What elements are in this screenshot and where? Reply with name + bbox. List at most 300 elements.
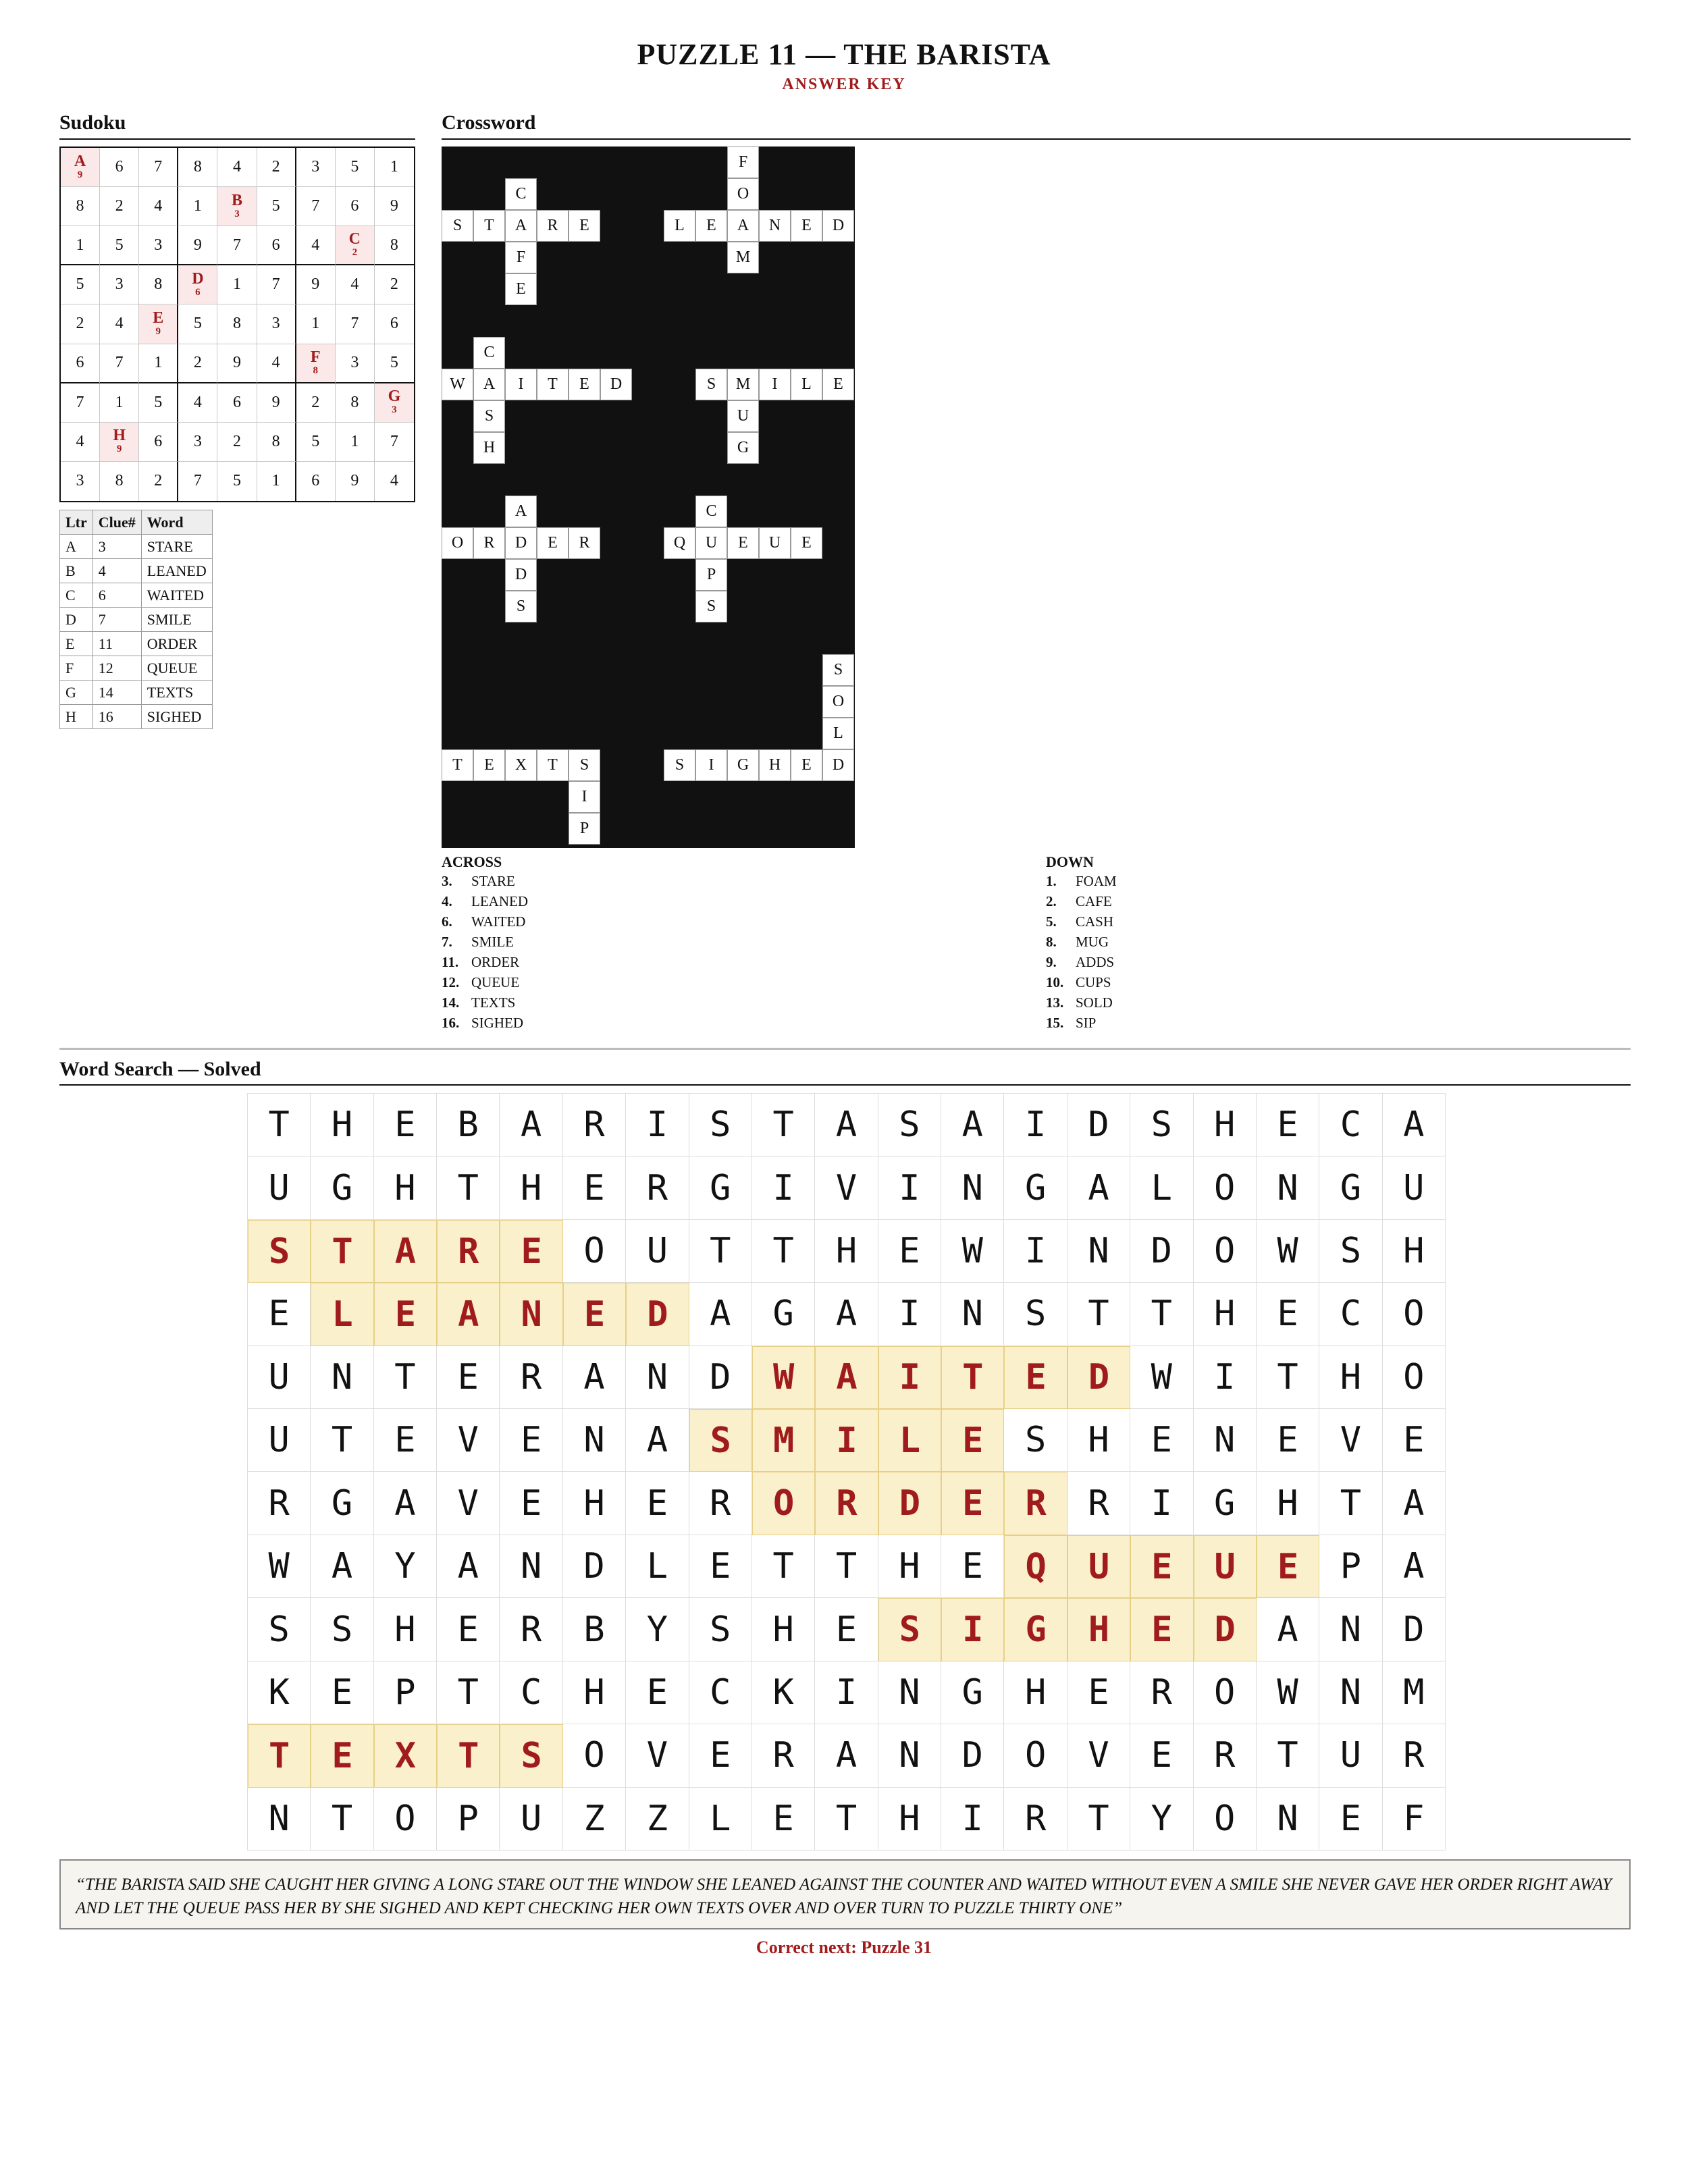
crossword-cell: S (569, 749, 600, 781)
legend-cell: 12 (93, 656, 141, 681)
wordsearch-found-letter: E (1004, 1346, 1067, 1409)
wordsearch-letter: N (878, 1724, 941, 1787)
down-clue (1046, 992, 1117, 1013)
wordsearch-found-letter: Q (1004, 1535, 1067, 1598)
crossword-cell: H (759, 749, 791, 781)
wordsearch-letter: A (563, 1346, 626, 1409)
wordsearch-letter: H (374, 1156, 437, 1219)
wordsearch-letter: U (1319, 1724, 1382, 1787)
crossword-cell: L (664, 210, 695, 242)
wordsearch-found-letter: L (311, 1283, 373, 1346)
crossword-cell: C (695, 496, 727, 527)
crossword-cell: A (473, 369, 505, 400)
wordsearch-letter: H (1004, 1661, 1067, 1724)
crossword-cell: I (569, 781, 600, 813)
crossword-cell: Q (664, 527, 695, 559)
wordsearch-letter: A (689, 1283, 752, 1346)
crossword-cell: A (727, 210, 759, 242)
crossword-cell: O (822, 686, 854, 718)
crossword-cell: C (473, 337, 505, 369)
clue-number: 11. (442, 954, 459, 970)
sudoku-cell: 9 (296, 265, 336, 304)
sudoku-cell: 6 (296, 462, 336, 501)
wordsearch-found-letter: S (878, 1598, 941, 1661)
wordsearch-found-letter: E (1130, 1598, 1193, 1661)
wordsearch-letter: D (1383, 1598, 1446, 1661)
sudoku-divider (59, 138, 415, 140)
wordsearch-found-letter: D (878, 1472, 941, 1535)
wordsearch-letter: Z (626, 1788, 689, 1850)
wordsearch-letter: H (563, 1661, 626, 1724)
sudoku-cell: 1 (217, 265, 257, 304)
sudoku-cell: 5 (61, 265, 100, 304)
down-clue (1046, 972, 1117, 992)
wordsearch-letter: G (311, 1472, 373, 1535)
legend-cell: 3 (93, 535, 141, 559)
legend-row (60, 559, 213, 583)
legend-cell: 7 (93, 608, 141, 632)
wordsearch-letter: E (500, 1472, 562, 1535)
sudoku-cell: 1 (139, 344, 178, 383)
wordsearch-letter: E (689, 1535, 752, 1598)
clue-number: 4. (442, 893, 452, 909)
page-title: PUZZLE 11 — THE BARISTA (637, 38, 1051, 71)
crossword-cell: P (569, 813, 600, 845)
crossword-cell: E (791, 527, 822, 559)
wordsearch-letter: Y (626, 1598, 689, 1661)
legend-row (60, 681, 213, 705)
crossword-cell: E (569, 369, 600, 400)
sudoku-cell: 5 (257, 187, 296, 226)
wordsearch-letter: L (1130, 1156, 1193, 1219)
clue-answer: LEANED (471, 893, 528, 909)
wordsearch-letter: B (437, 1094, 500, 1156)
legend-cell: 14 (93, 681, 141, 705)
wordsearch-letter: K (248, 1661, 311, 1724)
key-letter: C (348, 230, 361, 248)
sudoku-cell: 1 (100, 383, 139, 423)
crossword-cell: E (791, 749, 822, 781)
wordsearch-letter: H (1383, 1220, 1446, 1283)
sudoku-cell: 4 (257, 344, 296, 383)
sudoku-cell: 7 (336, 304, 375, 344)
wordsearch-letter: T (1067, 1283, 1130, 1346)
across-clue (442, 952, 528, 972)
clue-number: 16. (442, 1015, 460, 1031)
down-clue (1046, 1013, 1117, 1033)
clue-answer: SIP (1076, 1015, 1097, 1031)
legend-cell: ORDER (141, 632, 212, 656)
wordsearch-letter: T (815, 1535, 878, 1598)
legend-cell: 16 (93, 705, 141, 729)
wordsearch-found-letter: A (374, 1220, 437, 1283)
wordsearch-divider (59, 1084, 1631, 1086)
crossword-cell: E (505, 273, 537, 305)
crossword-grid (442, 147, 855, 848)
wordsearch-found-letter: E (1130, 1535, 1193, 1598)
legend-cell: TEXTS (141, 681, 212, 705)
clue-answer: ADDS (1076, 954, 1115, 970)
crossword-cell: O (727, 178, 759, 210)
legend-header-cell: Clue# (93, 510, 141, 535)
wordsearch-found-letter: L (878, 1409, 941, 1472)
wordsearch-letter: I (878, 1283, 941, 1346)
wordsearch-letter: Z (563, 1788, 626, 1850)
wordsearch-letter: C (1319, 1283, 1382, 1346)
wordsearch-letter: G (311, 1156, 373, 1219)
wordsearch-letter: U (248, 1346, 311, 1409)
sudoku-cell: 8 (139, 265, 178, 304)
across-clue (442, 871, 528, 891)
down-clue (1046, 871, 1117, 891)
wordsearch-letter: E (311, 1661, 373, 1724)
sudoku-cell: 4 (336, 265, 375, 304)
legend-cell: B (60, 559, 93, 583)
wordsearch-letter: D (1130, 1220, 1193, 1283)
wordsearch-letter: T (248, 1094, 311, 1156)
wordsearch-letter: R (689, 1472, 752, 1535)
across-clue (442, 932, 528, 952)
wordsearch-letter: B (563, 1598, 626, 1661)
wordsearch-found-letter: S (248, 1220, 311, 1283)
clue-number: 3. (442, 873, 452, 889)
wordsearch-letter: N (626, 1346, 689, 1409)
wordsearch-letter: S (1004, 1409, 1067, 1472)
sudoku-cell: 6 (257, 226, 296, 265)
clue-answer: QUEUE (471, 974, 520, 990)
wordsearch-letter: E (752, 1788, 815, 1850)
wordsearch-letter: A (311, 1535, 373, 1598)
wordsearch-letter: A (1383, 1535, 1446, 1598)
clue-answer: TEXTS (471, 994, 516, 1011)
clue-answer: MUG (1076, 934, 1109, 950)
wordsearch-letter: C (689, 1661, 752, 1724)
wordsearch-letter: U (248, 1156, 311, 1219)
crossword-cell: E (569, 210, 600, 242)
section-separator (59, 1048, 1631, 1050)
clue-number: 6. (442, 913, 452, 930)
crossword-cell: L (822, 718, 854, 749)
wordsearch-letter: G (1004, 1156, 1067, 1219)
wordsearch-letter: W (1257, 1220, 1319, 1283)
wordsearch-letter: V (1319, 1409, 1382, 1472)
legend-cell: H (60, 705, 93, 729)
clue-number: 2. (1046, 893, 1057, 909)
wordsearch-letter: E (1130, 1724, 1193, 1787)
legend-cell: A (60, 535, 93, 559)
clue-number: 1. (1046, 873, 1057, 889)
wordsearch-letter: E (1319, 1788, 1382, 1850)
wordsearch-letter: R (500, 1346, 562, 1409)
across-clue (442, 1013, 528, 1033)
sudoku-cell: 5 (217, 462, 257, 501)
wordsearch-found-letter: I (878, 1346, 941, 1409)
wordsearch-letter: O (563, 1220, 626, 1283)
wordsearch-letter: T (752, 1094, 815, 1156)
sudoku-cell: 1 (61, 226, 100, 265)
crossword-cell: T (473, 210, 505, 242)
wordsearch-letter: E (1257, 1283, 1319, 1346)
across-clue (442, 891, 528, 911)
wordsearch-found-letter: E (941, 1409, 1004, 1472)
legend-row (60, 583, 213, 608)
wordsearch-letter: N (1257, 1788, 1319, 1850)
wordsearch-letter: E (689, 1724, 752, 1787)
next-puzzle-note: Correct next: Puzzle 31 (756, 1938, 932, 1957)
wordsearch-letter: H (752, 1598, 815, 1661)
sudoku-cell: 1 (336, 423, 375, 462)
wordsearch-letter: A (1383, 1094, 1446, 1156)
crossword-divider (442, 138, 1631, 140)
key-digit: 6 (195, 286, 201, 298)
legend-cell: SMILE (141, 608, 212, 632)
legend-body (60, 535, 213, 729)
wordsearch-letter: W (1257, 1661, 1319, 1724)
wordsearch-letter: G (941, 1661, 1004, 1724)
wordsearch-found-letter: X (374, 1724, 437, 1787)
wordsearch-letter: U (500, 1788, 562, 1850)
sudoku-heading: Sudoku (59, 111, 126, 134)
wordsearch-letter: T (437, 1661, 500, 1724)
page-subtitle: ANSWER KEY (782, 76, 906, 93)
sudoku-cell: 8 (61, 187, 100, 226)
wordsearch-letter: F (1383, 1788, 1446, 1850)
sudoku-cell: 7 (61, 383, 100, 423)
wordsearch-letter: N (248, 1788, 311, 1850)
wordsearch-letter: E (1067, 1661, 1130, 1724)
clue-number: 9. (1046, 954, 1057, 970)
crossword-cell: U (727, 400, 759, 432)
key-digit: 9 (155, 325, 161, 337)
wordsearch-found-letter: E (563, 1283, 626, 1346)
clue-answer: SMILE (471, 934, 514, 950)
crossword-cell: U (759, 527, 791, 559)
wordsearch-letter: I (878, 1156, 941, 1219)
clue-number: 14. (442, 994, 460, 1011)
clue-answer: CUPS (1076, 974, 1111, 990)
sudoku-cell: 2 (217, 423, 257, 462)
sudoku-cell: 2 (139, 462, 178, 501)
wordsearch-letter: O (563, 1724, 626, 1787)
crossword-cell: G (727, 749, 759, 781)
crossword-cell: P (695, 559, 727, 591)
wordsearch-letter: A (941, 1094, 1004, 1156)
wordsearch-letter: O (1194, 1220, 1257, 1283)
clue-number: 5. (1046, 913, 1057, 930)
sudoku-cell: 3 (296, 148, 336, 187)
wordsearch-letter: D (689, 1346, 752, 1409)
wordsearch-found-letter: U (1067, 1535, 1130, 1598)
wordsearch-letter: R (1383, 1724, 1446, 1787)
wordsearch-letter: H (1257, 1472, 1319, 1535)
wordsearch-letter: V (1067, 1724, 1130, 1787)
sudoku-cell: 6 (139, 423, 178, 462)
wordsearch-letter: V (815, 1156, 878, 1219)
sudoku-cell: 6 (61, 344, 100, 383)
wordsearch-found-letter: I (815, 1409, 878, 1472)
wordsearch-found-letter: E (1257, 1535, 1319, 1598)
wordsearch-letter: E (626, 1661, 689, 1724)
wordsearch-found-letter: E (374, 1283, 437, 1346)
wordsearch-letter: W (941, 1220, 1004, 1283)
crossword-cell: R (569, 527, 600, 559)
clue-answer: SIGHED (471, 1015, 523, 1031)
wordsearch-found-letter: M (752, 1409, 815, 1472)
wordsearch-letter: A (815, 1283, 878, 1346)
wordsearch-letter: R (626, 1156, 689, 1219)
sudoku-cell: 1 (296, 304, 336, 344)
wordsearch-letter: V (437, 1472, 500, 1535)
wordsearch-letter: N (1194, 1409, 1257, 1472)
wordsearch-letter: W (1130, 1346, 1193, 1409)
crossword-cell: T (442, 749, 473, 781)
wordsearch-letter: E (815, 1598, 878, 1661)
wordsearch-letter: U (248, 1409, 311, 1472)
crossword-cell: I (505, 369, 537, 400)
key-digit: 2 (352, 247, 358, 259)
wordsearch-found-letter: N (500, 1283, 562, 1346)
crossword-cell: E (727, 527, 759, 559)
sudoku-cell: 2 (375, 265, 414, 304)
wordsearch-letter: H (311, 1094, 373, 1156)
crossword-cell: M (727, 242, 759, 273)
wordsearch-found-letter: G (1004, 1598, 1067, 1661)
down-clue (1046, 932, 1117, 952)
wordsearch-found-letter: A (815, 1346, 878, 1409)
wordsearch-letter: S (689, 1598, 752, 1661)
crossword-cell: N (759, 210, 791, 242)
wordsearch-letter: Y (374, 1535, 437, 1598)
crossword-cell: T (537, 369, 569, 400)
wordsearch-letter: T (1067, 1788, 1130, 1850)
sudoku-cell: 8 (336, 383, 375, 423)
key-letter: B (231, 191, 242, 209)
clue-number: 13. (1046, 994, 1064, 1011)
wordsearch-letter: T (1130, 1283, 1193, 1346)
key-digit: 9 (77, 169, 83, 180)
wordsearch-letter: N (563, 1409, 626, 1472)
sudoku-key-cell (296, 344, 336, 383)
sudoku-cell: 2 (257, 148, 296, 187)
sudoku-cell: 6 (100, 148, 139, 187)
wordsearch-letter: T (1257, 1724, 1319, 1787)
wordsearch-letter: I (1194, 1346, 1257, 1409)
wordsearch-letter: C (1319, 1094, 1382, 1156)
sudoku-cell: 7 (139, 148, 178, 187)
sudoku-cell: 3 (139, 226, 178, 265)
sudoku-cell: 3 (178, 423, 217, 462)
crossword-cell: D (822, 749, 854, 781)
wordsearch-found-letter: S (689, 1409, 752, 1472)
wordsearch-found-letter: D (626, 1283, 689, 1346)
wordsearch-found-letter: S (500, 1724, 562, 1787)
wordsearch-found-letter: E (500, 1220, 562, 1283)
sudoku-cell: 1 (375, 148, 414, 187)
wordsearch-letter: I (1130, 1472, 1193, 1535)
wordsearch-letter: E (374, 1094, 437, 1156)
down-list (1046, 871, 1117, 1033)
wordsearch-letter: I (1004, 1220, 1067, 1283)
sudoku-cell: 4 (178, 383, 217, 423)
wordsearch-letter: O (1194, 1156, 1257, 1219)
sudoku-cell: 3 (61, 462, 100, 501)
crossword-cell: A (505, 496, 537, 527)
wordsearch-found-letter: E (941, 1472, 1004, 1535)
sudoku-cell: 6 (336, 187, 375, 226)
crossword-cell: O (442, 527, 473, 559)
legend-cell: 6 (93, 583, 141, 608)
wordsearch-letter: S (1319, 1220, 1382, 1283)
crossword-cell: S (664, 749, 695, 781)
clue-answer: WAITED (471, 913, 526, 930)
wordsearch-letter: E (563, 1156, 626, 1219)
crossword-cell: D (600, 369, 632, 400)
wordsearch-letter: O (1004, 1724, 1067, 1787)
wordsearch-letter: H (878, 1535, 941, 1598)
sudoku-cell: 6 (217, 383, 257, 423)
sudoku-cell: 2 (100, 187, 139, 226)
wordsearch-found-letter: T (437, 1724, 500, 1787)
wordsearch-letter: D (941, 1724, 1004, 1787)
wordsearch-letter: E (437, 1346, 500, 1409)
wordsearch-letter: K (752, 1661, 815, 1724)
wordsearch-letter: R (1004, 1788, 1067, 1850)
sudoku-cell: 8 (100, 462, 139, 501)
sudoku-legend-table (59, 510, 213, 729)
legend-cell: LEANED (141, 559, 212, 583)
wordsearch-letter: R (563, 1094, 626, 1156)
wordsearch-letter: R (1194, 1724, 1257, 1787)
wordsearch-letter: T (374, 1346, 437, 1409)
wordsearch-letter: H (815, 1220, 878, 1283)
wordsearch-found-letter: A (437, 1283, 500, 1346)
sudoku-cell: 4 (217, 148, 257, 187)
hidden-message-quote: “THE BARISTA SAID SHE CAUGHT HER GIVING A LONG STARE OUT THE WINDOW SHE LEANED AGAINST THE COUNTER AND WAITED WITHOUT EVEN A SMILE SHE NEVER GAVE HER ORDER RIGHT AWAY AND LET THE QUEUE PASS HER BY SHE SIGHED AND KEPT CHECKING HER OWN TEXTS OVER AND OVER TURN TO PUZZLE THIRTY ONE” (59, 1859, 1631, 1929)
wordsearch-letter: U (626, 1220, 689, 1283)
legend-cell: STARE (141, 535, 212, 559)
wordsearch-letter: G (689, 1156, 752, 1219)
sudoku-cell: 9 (336, 462, 375, 501)
crossword-cell: L (791, 369, 822, 400)
legend-cell: D (60, 608, 93, 632)
wordsearch-letter: O (1383, 1346, 1446, 1409)
clue-answer: ORDER (471, 954, 520, 970)
clue-answer: CAFE (1076, 893, 1112, 909)
sudoku-key-cell (178, 265, 217, 304)
sudoku-cell: 9 (178, 226, 217, 265)
legend-row (60, 608, 213, 632)
wordsearch-letter: C (500, 1661, 562, 1724)
wordsearch-letter: D (1067, 1094, 1130, 1156)
wordsearch-letter: A (626, 1409, 689, 1472)
legend-row (60, 705, 213, 729)
wordsearch-letter: I (1004, 1094, 1067, 1156)
wordsearch-found-letter: E (311, 1724, 373, 1787)
wordsearch-letter: A (815, 1724, 878, 1787)
wordsearch-letter: S (248, 1598, 311, 1661)
wordsearch-letter: S (1130, 1094, 1193, 1156)
legend-header-cell: Ltr (60, 510, 93, 535)
crossword-heading: Crossword (442, 111, 536, 134)
sudoku-cell: 4 (390, 472, 398, 490)
sudoku-cell: 5 (296, 423, 336, 462)
clue-answer: FOAM (1076, 873, 1117, 889)
wordsearch-letter: T (752, 1220, 815, 1283)
wordsearch-letter: O (1383, 1283, 1446, 1346)
wordsearch-letter: I (815, 1661, 878, 1724)
wordsearch-letter: Y (1130, 1788, 1193, 1850)
crossword-cell: S (822, 654, 854, 686)
